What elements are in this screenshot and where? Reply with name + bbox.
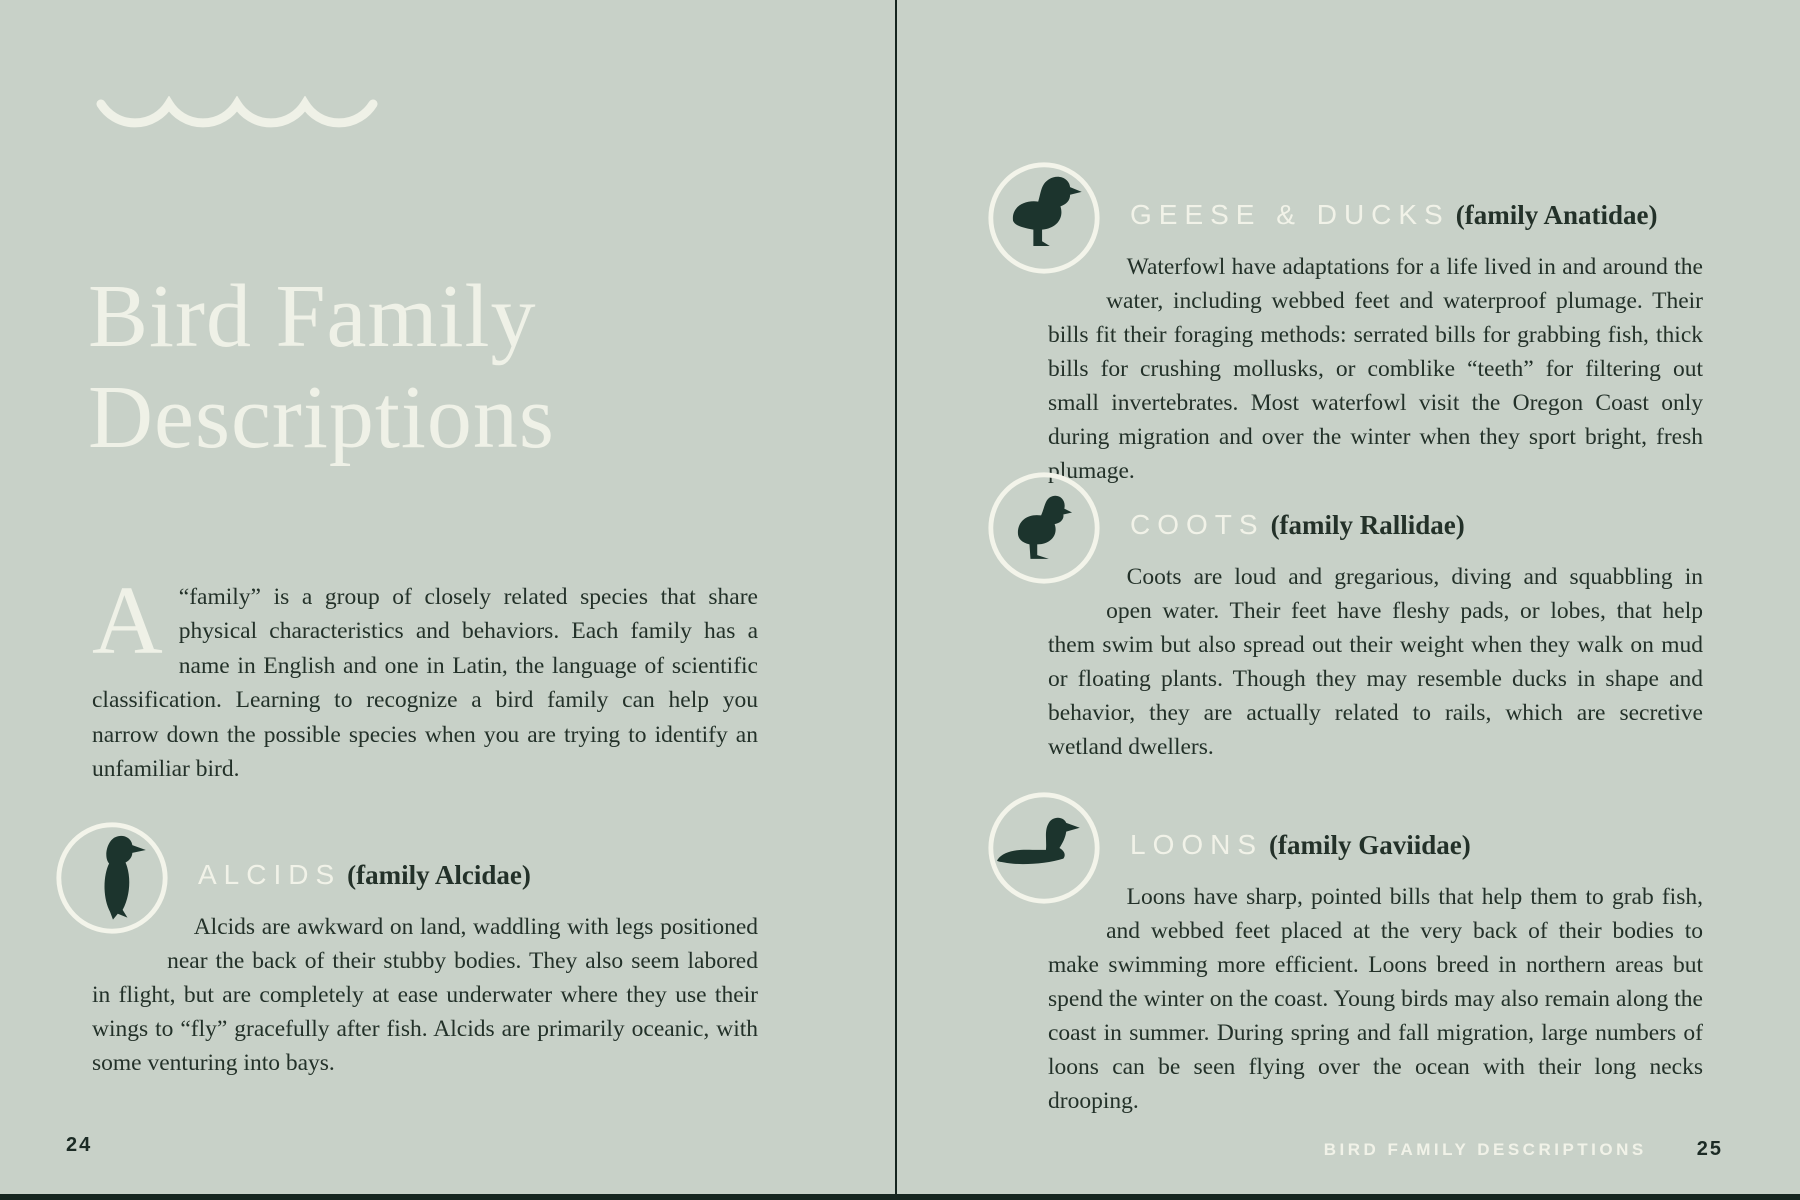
family-latin: (family Anatidae) (1455, 200, 1658, 230)
family-name: GEESE & DUCKS (1130, 199, 1450, 230)
section-text-loons: Loons have sharp, pointed bills that help them to grab fish, and webbed feet placed at the very back of their bodies to make swimming more efficient. Loons breed in northern areas but spend the winter on the coast. Young birds may also remain along the coast in summer. During spring and fall migration, large numbers of loons can be seen flying over the ocean with their long necks drooping. (1048, 884, 1703, 1114)
family-name: LOONS (1130, 829, 1264, 860)
page-number-left: 24 (66, 1134, 93, 1156)
duck-icon (986, 160, 1102, 276)
section-alcids (92, 818, 758, 1080)
section-text-geese-ducks: Waterfowl have adaptations for a life lived in and around the water, including webbed feet and waterproof plumage. Their bills fit their foraging methods: serrated bills for grabbing fish, thick bills for crushing mollusks, or comblike “teeth” for filtering out small invertebrates. Most waterfowl visit the Oregon Coast only during migration and over the winter when they sport bright, fresh plumage. (1048, 254, 1703, 484)
section-heading-loons (1048, 788, 1703, 866)
bottom-edge-rule (0, 1194, 1800, 1200)
left-page (0, 0, 895, 1200)
wave-icon (96, 96, 378, 134)
footer-title: BIRD FAMILY DESCRIPTIONS (1323, 1139, 1647, 1159)
section-heading-coots (1048, 468, 1703, 546)
family-name: ALCIDS (198, 859, 342, 890)
dropcap-letter: A (92, 566, 163, 675)
section-loons (1048, 788, 1703, 1118)
intro-text: “family” is a group of closely related species that share physical characteristics and behaviors. Each family has a name in English and one in Latin, the language of scientific classification. Learning to recognize a bird family can help you narrow down the possible species when you are trying to identify an unfamiliar bird. (92, 583, 758, 782)
section-heading-geese-ducks (1048, 158, 1703, 236)
loon-icon (986, 790, 1102, 906)
family-name: COOTS (1130, 509, 1265, 540)
running-footer (1324, 1138, 1723, 1161)
page-gutter-divider (895, 0, 897, 1200)
section-geese-ducks (1048, 158, 1703, 488)
intro-paragraph (92, 566, 758, 787)
page-title (88, 266, 555, 468)
alcid-icon (54, 820, 170, 936)
coot-icon (986, 470, 1102, 586)
page-title-line2: Descriptions (88, 368, 555, 467)
family-latin: (family Alcidae) (347, 860, 531, 890)
family-latin: (family Gaviidae) (1269, 830, 1471, 860)
section-text-alcids: Alcids are awkward on land, waddling with legs positioned near the back of their stubby bodies. They also seem labored in flight, but are completely at ease underwater where they use their wings to “fly” gracefully after fish. Alcids are primarily oceanic, with some venturing into bays. (92, 914, 758, 1076)
page-number-right: 25 (1696, 1138, 1723, 1160)
family-latin: (family Rallidae) (1270, 510, 1465, 540)
right-page (897, 0, 1800, 1200)
section-text-coots: Coots are loud and gregarious, diving and squabbling in open water. Their feet have fleshy pads, or lobes, that help them swim but also spread out their weight when they walk on mud or floating plants. Though they may resemble ducks in shape and behavior, they are actually related to rails, which are secretive wetland dwellers. (1048, 564, 1703, 760)
section-heading-alcids (92, 818, 758, 896)
section-coots (1048, 468, 1703, 764)
page-title-line1: Bird Family (88, 267, 537, 366)
